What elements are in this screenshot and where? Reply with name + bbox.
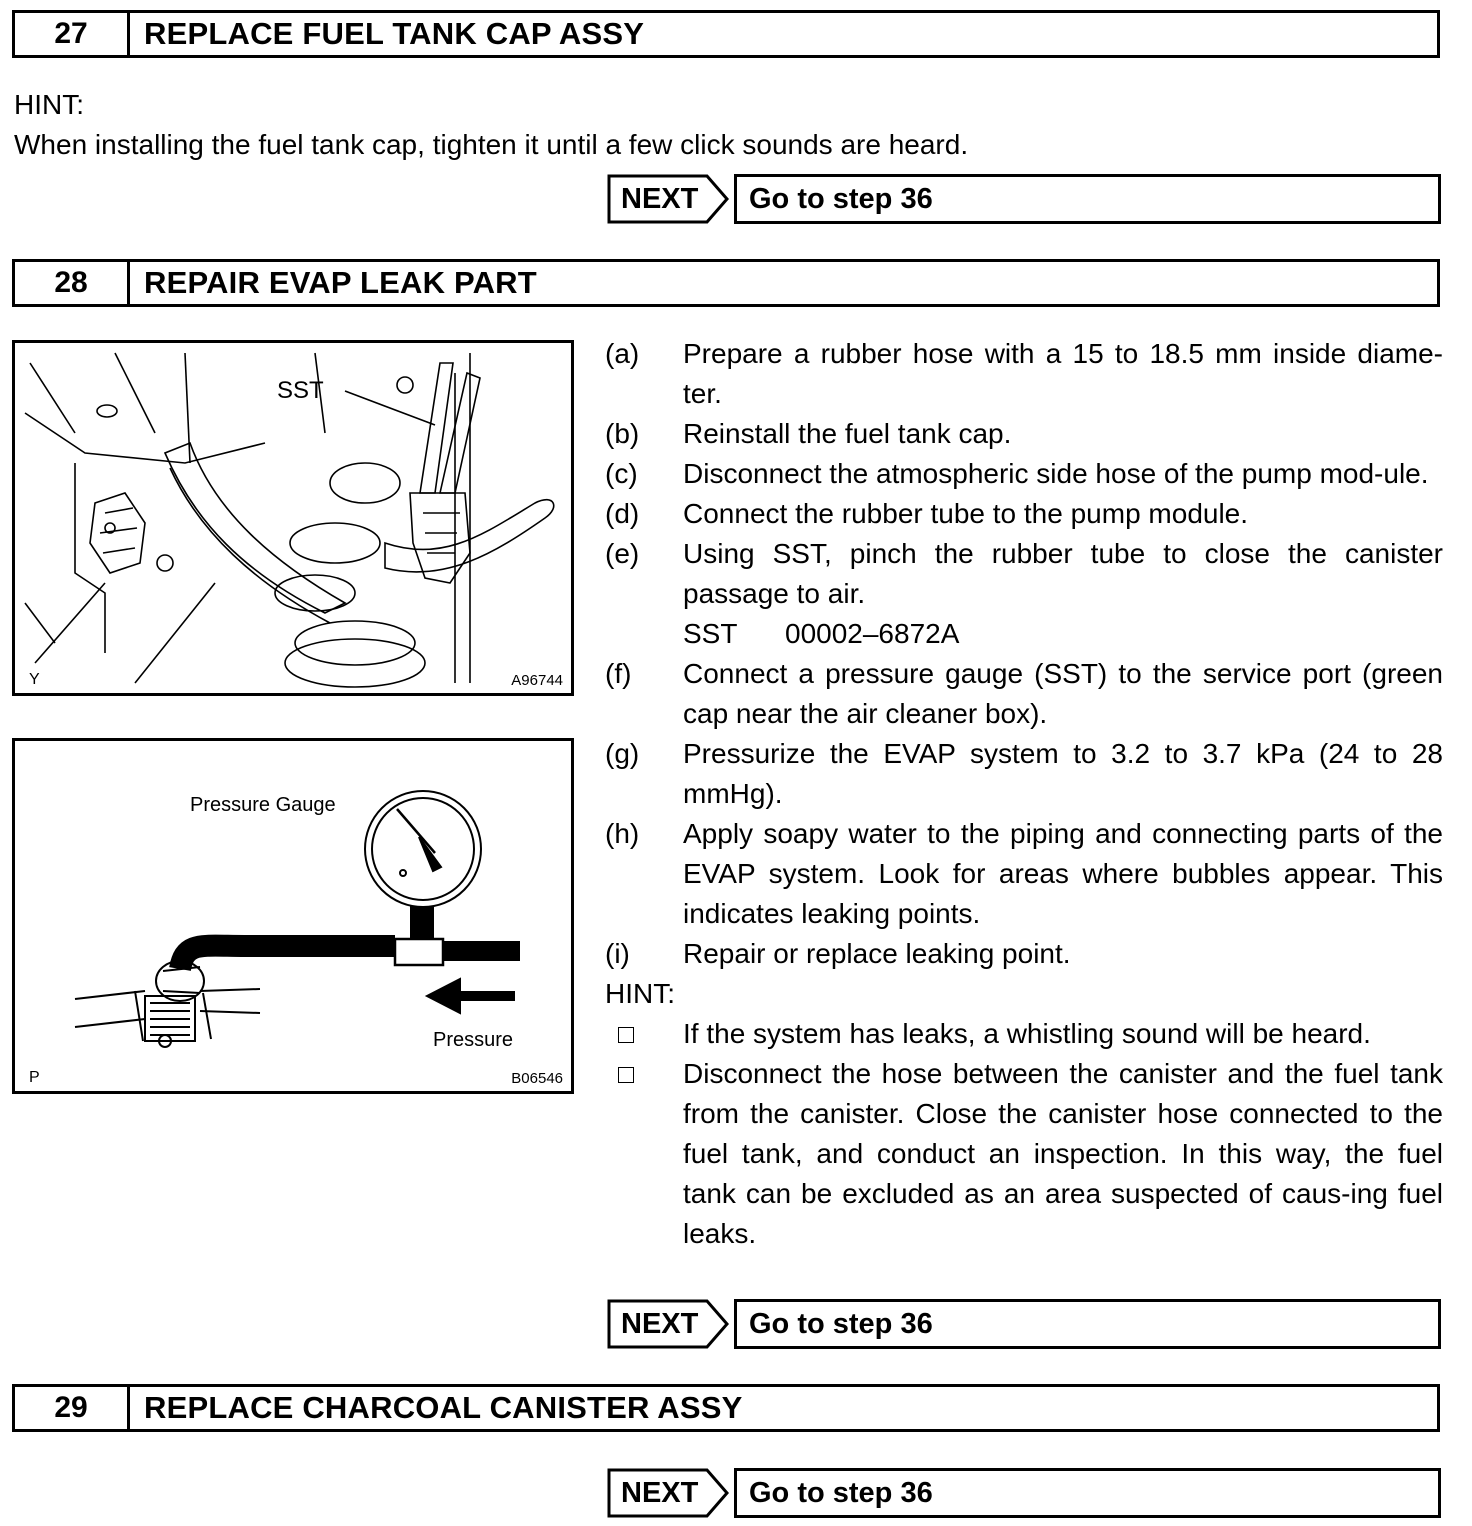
hint-item <box>605 1054 1443 1254</box>
item-label: (c) <box>605 458 638 489</box>
pressure-label: Pressure <box>433 1029 514 1051</box>
checkbox-bullet-icon <box>618 1027 634 1043</box>
item-text: Connect the rubber tube to the pump module. <box>683 498 1249 529</box>
step-27-header <box>12 10 1440 58</box>
hint-label: HINT: <box>14 89 84 120</box>
goto-step-button[interactable]: Go to step 36 <box>734 174 1441 224</box>
item-text: Apply soapy water to the piping and connecting parts of the EVAP system. Look for areas where bubbles appear. This indicates leaking points. <box>683 818 1443 929</box>
step-28-instructions <box>605 334 1443 1254</box>
instruction-item <box>605 334 1443 414</box>
item-label: (h) <box>605 818 640 849</box>
goto-step-button[interactable]: Go to step 36 <box>734 1468 1441 1518</box>
hint-text: Disconnect the hose between the canister and the fuel tank from the canister. Close the canister hose connected to the fuel tank, and conduct an inspection. In this way, the fuel tank can be excluded as an area suspected of caus-ing fuel leaks. <box>683 1058 1443 1249</box>
instruction-item <box>605 654 1443 734</box>
step-title: REPAIR EVAP LEAK PART <box>144 265 537 300</box>
step-29-next[interactable] <box>607 1468 1441 1518</box>
item-text: Pressurize the EVAP system to 3.2 to 3.7 kPa (24 to 28 mmHg). <box>683 738 1443 809</box>
figure-sst-pinch <box>12 340 574 696</box>
step-29-header <box>12 1384 1440 1432</box>
step-27-next[interactable] <box>607 174 1441 224</box>
instruction-item <box>605 534 1443 614</box>
figure-code: B06546 <box>511 1070 563 1087</box>
item-text: Repair or replace leaking point. <box>683 938 1071 969</box>
sst-number: 00002–6872A <box>785 618 960 649</box>
instruction-item <box>605 814 1443 934</box>
step-title: REPLACE FUEL TANK CAP ASSY <box>144 16 645 51</box>
item-text: Using SST, pinch the rubber tube to close the canister passage to air. <box>683 538 1443 609</box>
hint-label: HINT: <box>605 978 675 1009</box>
item-label: (f) <box>605 658 632 689</box>
step-28-header <box>12 259 1440 307</box>
step-28-next[interactable] <box>607 1299 1441 1349</box>
step-title: REPLACE CHARCOAL CANISTER ASSY <box>144 1390 743 1425</box>
next-label: NEXT <box>621 1477 699 1509</box>
instruction-item <box>605 454 1443 494</box>
next-label: NEXT <box>621 1308 699 1340</box>
item-text: Reinstall the fuel tank cap. <box>683 418 1012 449</box>
gauge-label: Pressure Gauge <box>190 794 336 816</box>
item-label: (d) <box>605 498 640 529</box>
step-number: 27 <box>15 13 130 55</box>
pressure-gauge-illustration <box>15 741 571 1091</box>
instruction-item <box>605 934 1443 974</box>
step-number: 28 <box>15 262 130 304</box>
instruction-item <box>605 414 1443 454</box>
checkbox-bullet-icon <box>618 1067 634 1083</box>
item-label: (g) <box>605 738 640 769</box>
figure-pressure-gauge <box>12 738 574 1094</box>
sst-line <box>605 614 1443 654</box>
item-text: Connect a pressure gauge (SST) to the service port (green cap near the air cleaner box). <box>683 658 1443 729</box>
figure-letter: Y <box>29 671 40 688</box>
next-label: NEXT <box>621 183 699 215</box>
goto-step-button[interactable]: Go to step 36 <box>734 1299 1441 1349</box>
hint-item <box>605 1014 1443 1054</box>
instruction-item <box>605 494 1443 534</box>
sst-name: SST <box>683 618 738 649</box>
item-label: (a) <box>605 338 640 369</box>
item-label: (e) <box>605 538 640 569</box>
item-text: Disconnect the atmospheric side hose of the pump mod-ule. <box>683 458 1429 489</box>
engine-bay-illustration <box>15 343 571 693</box>
figure-letter: P <box>29 1069 40 1086</box>
item-label: (b) <box>605 418 640 449</box>
sst-callout: SST <box>277 377 324 404</box>
figure-code: A96744 <box>511 672 563 689</box>
hint-text: When installing the fuel tank cap, tighten it until a few click sounds are heard. <box>14 129 969 160</box>
step-27-hint <box>14 85 968 165</box>
item-text: Prepare a rubber hose with a 15 to 18.5 mm inside diame-ter. <box>683 338 1443 409</box>
step-number: 29 <box>15 1387 130 1429</box>
hint-text: If the system has leaks, a whistling sound will be heard. <box>683 1018 1371 1049</box>
instruction-item <box>605 734 1443 814</box>
item-label: (i) <box>605 938 630 969</box>
